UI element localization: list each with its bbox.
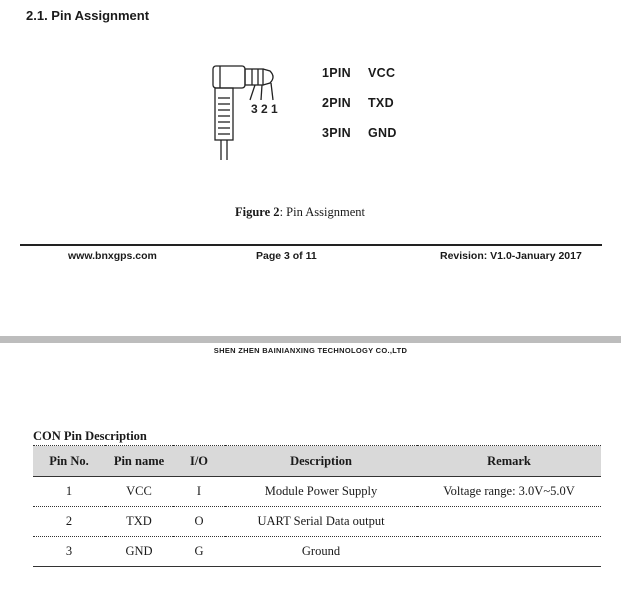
cell-remark [417,507,601,537]
figure-caption-text: : Pin Assignment [279,205,365,219]
pin-1-label: 1PIN [322,66,351,80]
cell-remark [417,537,601,567]
cell-description: UART Serial Data output [225,507,417,537]
company-header: SHEN ZHEN BAINIANXING TECHNOLOGY CO.,LTD [213,346,408,355]
cell-description: Ground [225,537,417,567]
footer-page-number: Page 3 of 11 [256,250,317,262]
pin-1-signal: VCC [368,66,396,80]
cell-io: O [173,507,225,537]
section-heading: 2.1. Pin Assignment [26,8,150,23]
table-title: CON Pin Description [33,429,147,443]
header-description: Description [225,446,417,477]
cell-pin-name: VCC [105,477,173,507]
footer-revision: Revision: V1.0-January 2017 [440,250,582,262]
pin-description-table [33,445,601,567]
page-break-band [0,336,621,343]
header-io: I/O [173,446,225,477]
footer-divider [20,244,602,246]
cell-io: I [173,477,225,507]
figure-caption-label: Figure 2 [235,205,280,219]
figure-caption [0,205,600,220]
cell-remark: Voltage range: 3.0V~5.0V [417,477,601,507]
cell-pin-no: 1 [33,477,105,507]
table-row [33,507,601,537]
cell-io: G [173,537,225,567]
cell-pin-no: 2 [33,507,105,537]
cell-description: Module Power Supply [225,477,417,507]
footer-website: www.bnxgps.com [68,250,157,262]
header-pin-no: Pin No. [33,446,105,477]
jack-pin-numbers: 3 2 1 [251,102,278,116]
audio-jack-figure [200,58,310,168]
cell-pin-no: 3 [33,537,105,567]
cell-pin-name: TXD [105,507,173,537]
pin-2-signal: TXD [368,96,394,110]
table-row [33,537,601,567]
table-row [33,477,601,507]
pin-3-label: 3PIN [322,126,351,140]
table-header-row [33,446,601,477]
header-remark: Remark [417,446,601,477]
audio-jack-icon [200,58,310,168]
pin-3-signal: GND [368,126,397,140]
cell-pin-name: GND [105,537,173,567]
header-pin-name: Pin name [105,446,173,477]
pin-2-label: 2PIN [322,96,351,110]
